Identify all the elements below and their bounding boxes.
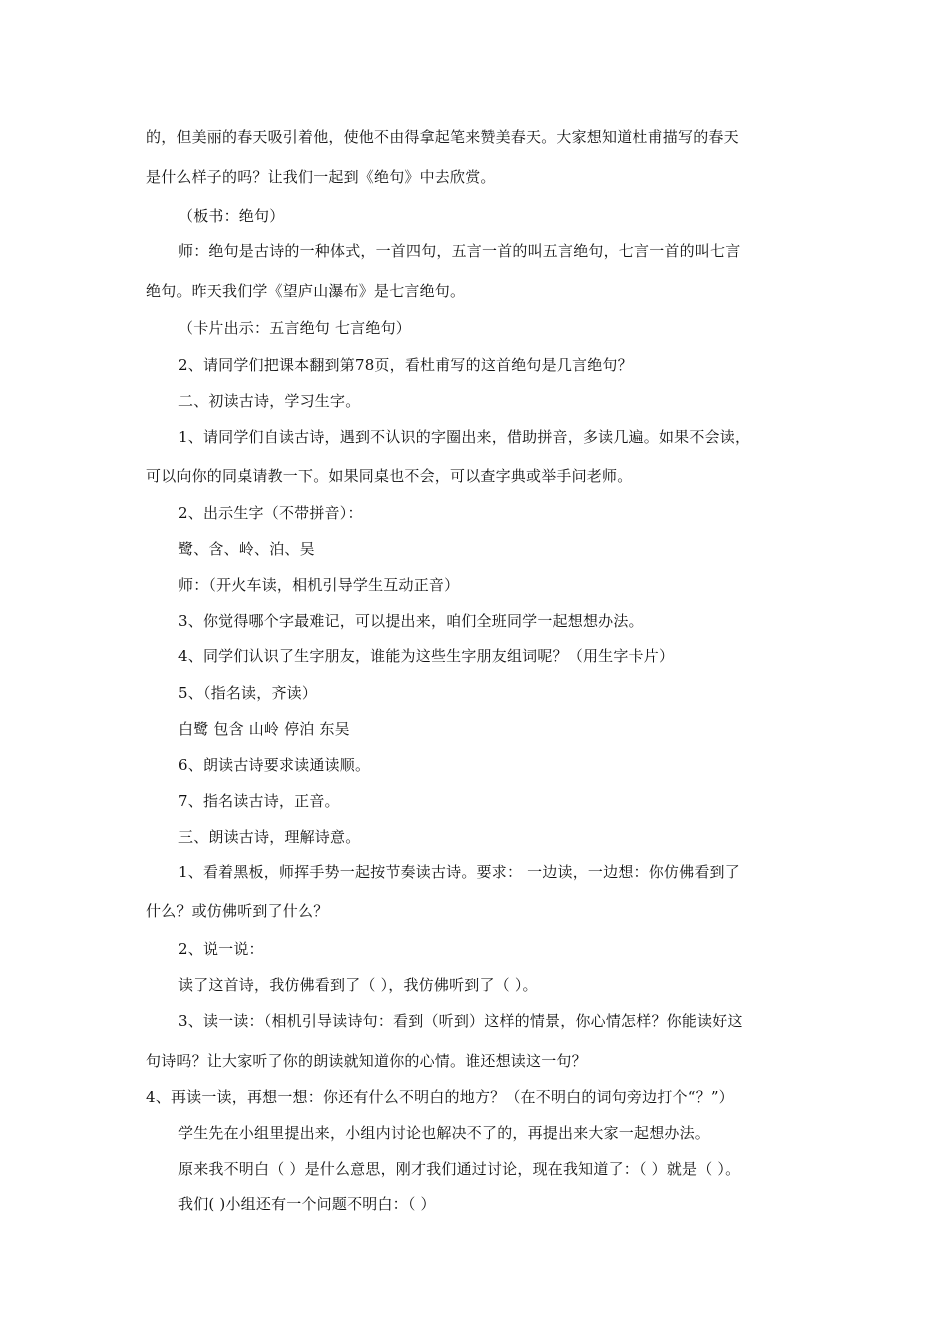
- text-line: 学生先在小组里提出来，小组内讨论也解决不了的，再提出来大家一起想办法。: [178, 1124, 711, 1142]
- text-line: 的，但美丽的春天吸引着他，使他不由得拿起笔来赞美春天。大家想知道杜甫描写的春天: [146, 128, 739, 146]
- text-line: 6、朗读古诗要求读通读顺。: [178, 756, 371, 774]
- text-line: 二、初读古诗，学习生字。: [178, 392, 361, 410]
- text-line: 4、同学们认识了生字朋友，谁能为这些生字朋友组词呢？（用生字卡片）: [178, 647, 675, 665]
- text-line: 什么？或仿佛听到了什么？: [146, 902, 329, 920]
- text-line: 1、看着黑板，师挥手势一起按节奏读古诗。要求： 一边读，一边想：你仿佛看到了: [178, 863, 740, 881]
- text-line: 2、请同学们把课本翻到第78页，看杜甫写的这首绝句是几言绝句？: [178, 356, 633, 374]
- text-line: 5、（指名读，齐读）: [178, 684, 318, 702]
- text-line: 师：绝句是古诗的一种体式，一首四句，五言一首的叫五言绝句，七言一首的叫七言: [178, 242, 741, 260]
- text-line: 师：（开火车读，相机引导学生互动正音）: [178, 576, 460, 594]
- text-line: （卡片出示：五言绝句 七言绝句）: [178, 319, 411, 337]
- text-line: 读了这首诗，我仿佛看到了（ ），我仿佛听到了（ ）。: [178, 976, 538, 994]
- text-line: 我们( )小组还有一个问题不明白：（ ）: [178, 1195, 436, 1213]
- text-line: 是什么样子的吗？让我们一起到《绝句》中去欣赏。: [146, 168, 496, 186]
- text-line: 4、再读一读，再想一想：你还有什么不明白的地方？（在不明白的词句旁边打个“？”）: [146, 1088, 734, 1106]
- text-line: 2、出示生字（不带拼音）：: [178, 504, 363, 522]
- text-line: 可以向你的同桌请教一下。如果同桌也不会，可以查字典或举手问老师。: [146, 467, 633, 485]
- text-line: 白鹭 包含 山岭 停泊 东吴: [178, 720, 350, 738]
- text-line: 7、指名读古诗，正音。: [178, 792, 340, 810]
- text-line: 三、朗读古诗，理解诗意。: [178, 828, 361, 846]
- text-line: 3、你觉得哪个字最难记，可以提出来，咱们全班同学一起想想办法。: [178, 612, 644, 630]
- text-line: 鹭、含、岭、泊、吴: [178, 540, 315, 558]
- text-line: 3、读一读：（相机引导读诗句：看到（听到）这样的情景，你心情怎样？你能读好这: [178, 1012, 743, 1030]
- text-line: 绝句。昨天我们学《望庐山瀑布》是七言绝句。: [146, 282, 466, 300]
- text-line: 句诗吗？让大家听了你的朗读就知道你的心情。谁还想读这一句？: [146, 1052, 587, 1070]
- text-line: 1、请同学们自读古诗，遇到不认识的字圈出来，借助拼音，多读几遍。如果不会读，: [178, 428, 751, 446]
- text-line: 原来我不明白（ ）是什么意思，刚才我们通过讨论，现在我知道了：（ ）就是（ ）。: [178, 1160, 741, 1178]
- text-line: （板书：绝句）: [178, 207, 285, 225]
- text-line: 2、说一说：: [178, 940, 264, 958]
